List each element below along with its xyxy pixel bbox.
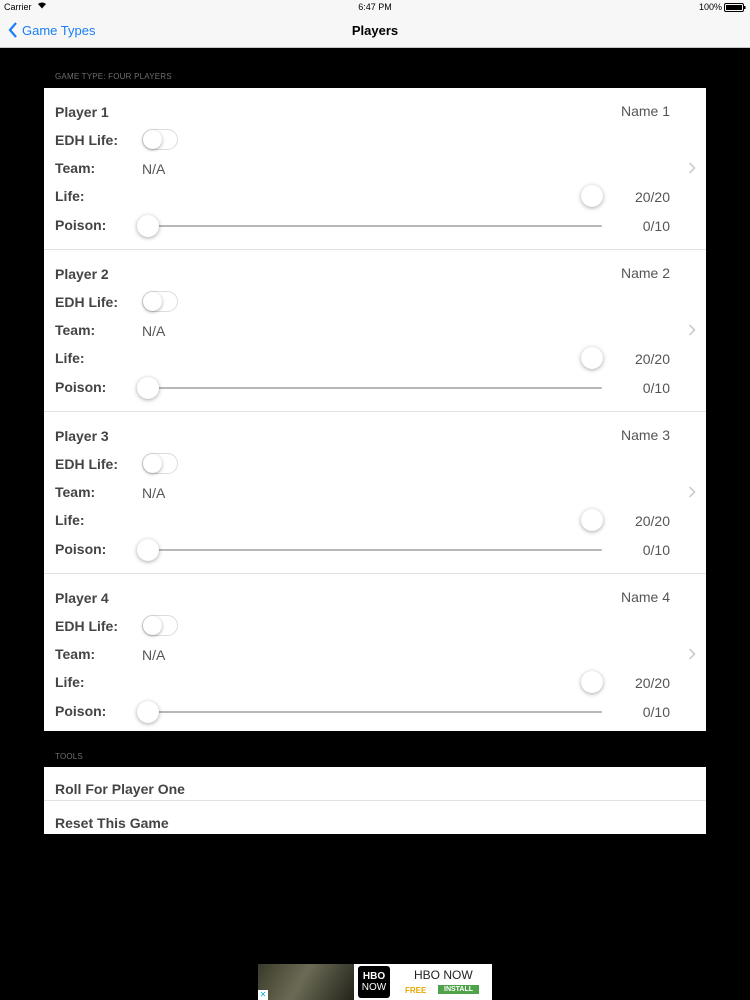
team-value: N/A [142,647,166,663]
edh-life-label: EDH Life: [55,294,118,310]
poison-slider-knob[interactable] [137,215,159,237]
edh-life-toggle[interactable] [142,291,178,312]
edh-life-label: EDH Life: [55,132,118,148]
chevron-right-icon [688,324,696,336]
chevron-right-icon [688,486,696,498]
life-stepper-knob[interactable] [581,671,603,693]
edh-life-label: EDH Life: [55,618,118,634]
poison-slider-knob[interactable] [137,377,159,399]
team-value: N/A [142,485,166,501]
life-stepper-knob[interactable] [581,185,603,207]
poison-slider-knob[interactable] [137,701,159,723]
team-label: Team: [55,484,96,500]
edh-life-toggle[interactable] [142,453,178,474]
poison-slider-knob[interactable] [137,539,159,561]
chevron-right-icon [688,648,696,660]
team-value: N/A [142,161,166,177]
edh-life-label: EDH Life: [55,456,118,472]
poison-value: 0/10 [642,218,670,234]
poison-label: Poison: [55,541,107,557]
chevron-right-icon [688,162,696,174]
roll-for-player-label: Roll For Player One [55,781,185,797]
team-label: Team: [55,646,96,662]
player-cell[interactable] [44,574,706,735]
back-button-label: Game Types [22,22,96,38]
reset-game-label: Reset This Game [55,815,169,831]
player-title: Player 3 [55,428,109,444]
edh-life-toggle[interactable] [142,129,178,150]
poison-value: 0/10 [642,380,670,396]
life-value: 20/20 [634,351,670,367]
poison-label: Poison: [55,217,107,233]
hbo-now-logo: HBO NOW [358,966,390,998]
page-title: Players [351,23,399,38]
poison-value: 0/10 [642,542,670,558]
roll-for-player-button[interactable] [44,767,706,801]
poison-label: Poison: [55,703,107,719]
poison-label: Poison: [55,379,107,395]
player-cell[interactable] [44,88,706,250]
life-value: 20/20 [634,513,670,529]
ad-close-icon[interactable]: ✕ [259,990,267,999]
team-label: Team: [55,322,96,338]
status-bar [0,0,750,14]
poison-slider[interactable] [148,711,602,713]
ad-install-button[interactable]: INSTALL [438,985,479,994]
life-label: Life: [55,188,85,204]
life-label: Life: [55,674,85,690]
poison-slider[interactable] [148,225,602,227]
battery-icon [724,3,746,14]
poison-value: 0/10 [642,704,670,720]
player-title: Player 1 [55,104,109,120]
life-stepper-knob[interactable] [581,347,603,369]
navigation-bar [0,14,750,48]
player-name: Name 2 [620,265,670,281]
edh-life-toggle[interactable] [142,615,178,636]
battery-percent: 100% [698,2,722,12]
carrier-label: Carrier [4,2,32,12]
player-cell[interactable] [44,250,706,412]
team-value: N/A [142,323,166,339]
player-name: Name 3 [620,427,670,443]
clock: 6:47 PM [358,2,392,12]
section-header-tools: TOOLS [55,752,83,761]
life-value: 20/20 [634,189,670,205]
life-stepper-knob[interactable] [581,509,603,531]
section-header-game-type: GAME TYPE: FOUR PLAYERS [55,72,172,81]
player-title: Player 4 [55,590,109,606]
ad-free-label: FREE [405,986,427,995]
player-title: Player 2 [55,266,109,282]
life-value: 20/20 [634,675,670,691]
life-label: Life: [55,350,85,366]
poison-slider[interactable] [148,387,602,389]
ad-title: HBO NOW [414,968,473,982]
team-label: Team: [55,160,96,176]
player-name: Name 4 [620,589,670,605]
ad-image [258,964,354,1000]
ad-banner[interactable] [258,964,492,1000]
player-name: Name 1 [620,103,670,119]
tools-list [44,767,706,834]
reset-game-button[interactable] [44,801,706,834]
players-list [44,88,706,731]
life-label: Life: [55,512,85,528]
poison-slider[interactable] [148,549,602,551]
player-cell[interactable] [44,412,706,574]
